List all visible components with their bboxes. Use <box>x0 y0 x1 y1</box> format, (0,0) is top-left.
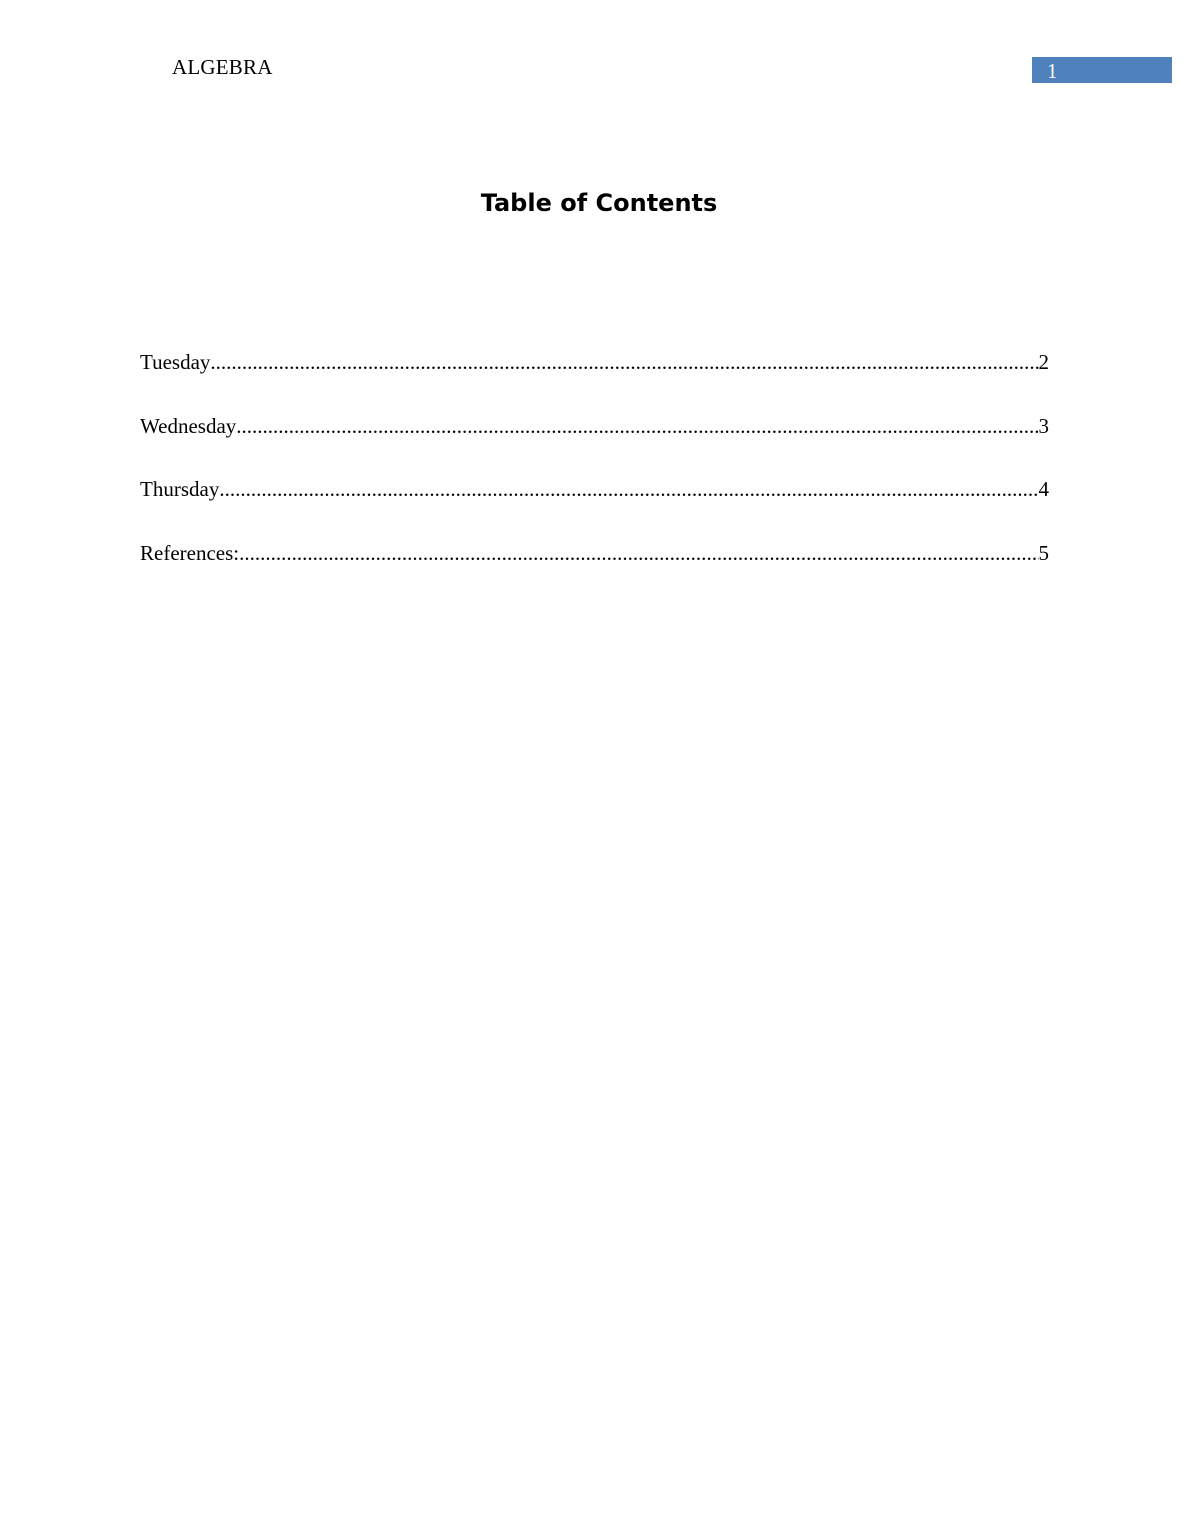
toc-entry-page: 3 <box>1038 413 1049 438</box>
toc-title: Table of Contents <box>480 189 718 217</box>
page-number: 1 <box>1047 59 1058 83</box>
toc-entry-label: Thursday <box>140 477 220 501</box>
toc-entry-label: Tuesday <box>140 350 211 374</box>
toc-entry-references[interactable] <box>140 540 1049 567</box>
toc-entry-wednesday[interactable] <box>140 413 1049 440</box>
toc-list <box>140 349 1049 603</box>
toc-entry-thursday[interactable] <box>140 476 1049 503</box>
running-head: ALGEBRA <box>172 55 273 79</box>
toc-dot-leader <box>236 413 1038 440</box>
toc-entry-page: 4 <box>1038 477 1049 501</box>
toc-entry-page: 2 <box>1038 350 1049 374</box>
toc-dot-leader <box>239 540 1038 567</box>
toc-entry-label: Wednesday <box>140 413 237 438</box>
toc-entry-tuesday[interactable] <box>140 349 1049 376</box>
page-number-box <box>1032 57 1172 83</box>
toc-dot-leader <box>210 349 1038 376</box>
toc-entry-label: References: <box>140 540 240 565</box>
toc-entry-page: 5 <box>1038 540 1049 565</box>
toc-dot-leader <box>219 476 1038 503</box>
